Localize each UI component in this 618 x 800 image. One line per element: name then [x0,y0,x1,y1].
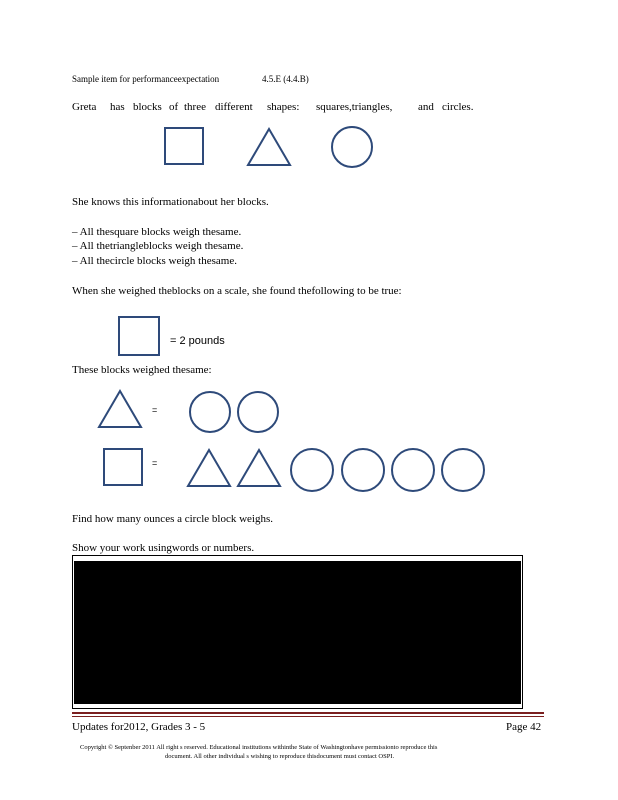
copyright-line-1: Copyright © Septenber 2011 All right s reserved. Educational institutions withinthe State of Washingtonhave permissionto reproduce this [80,744,438,751]
circle-shape [236,390,280,434]
sample-item-label: Sample item for performanceexpectation [72,74,220,84]
triangle-shape [97,389,143,429]
footer-updates: Updates for2012, Grades 3 - 5 [72,721,206,733]
footer-rule [72,712,544,714]
intro-word-of: of [169,101,179,113]
square-shape [103,448,143,486]
show-work-instruction: Show your work usingwords or numbers. [72,542,255,554]
circle-shape [390,447,436,493]
circle-shape [440,447,486,493]
fact-square: – All thesquare blocks weigh thesame. [72,226,242,238]
equals-sign: = [152,458,158,468]
square-shape [164,127,204,165]
triangle-shape [236,448,282,488]
intro-word-and: and [418,101,434,113]
question-text: Find how many ounces a circle block weighs. [72,513,274,525]
scale-sentence: When she weighed theblocks on a scale, she found thefollowing to be true: [72,285,402,297]
circle-shape [340,447,386,493]
expectation-code: 4.5.E (4.4.B) [262,74,309,84]
circle-shape [289,447,335,493]
fact-triangle: – All thetriangleblocks weigh thesame. [72,240,244,252]
triangle-shape [186,448,232,488]
intro-word-shapes: shapes: [267,101,300,113]
same-weight-sentence: These blocks weighed thesame: [72,364,212,376]
fact-circle: – All thecircle blocks weigh thesame. [72,255,237,267]
circle-shape [330,125,374,169]
intro-word-three: three [184,101,206,113]
copyright-line-2: document. All other individual s wishing to reproduce thisdocument must contact OSPI. [165,753,395,760]
intro-word-circles: circles. [442,101,474,113]
knows-sentence: She knows this informationabout her blocks. [72,196,269,208]
intro-word-greta: Greta [72,101,97,113]
work-area-fill [74,561,521,704]
circle-shape [188,390,232,434]
intro-word-blocks: blocks [133,101,162,113]
answer-work-area[interactable] [72,555,523,709]
triangle-shape [246,127,292,167]
intro-word-has: has [110,101,125,113]
square-shape [118,316,160,356]
footer-rule-thin [72,716,544,717]
square-weight-label: = 2 pounds [170,335,225,347]
intro-word-different: different [215,101,253,113]
intro-word-squares-triangles: squares,triangles, [316,101,393,113]
page-number: Page 42 [506,721,542,733]
equals-sign: = [152,405,158,415]
